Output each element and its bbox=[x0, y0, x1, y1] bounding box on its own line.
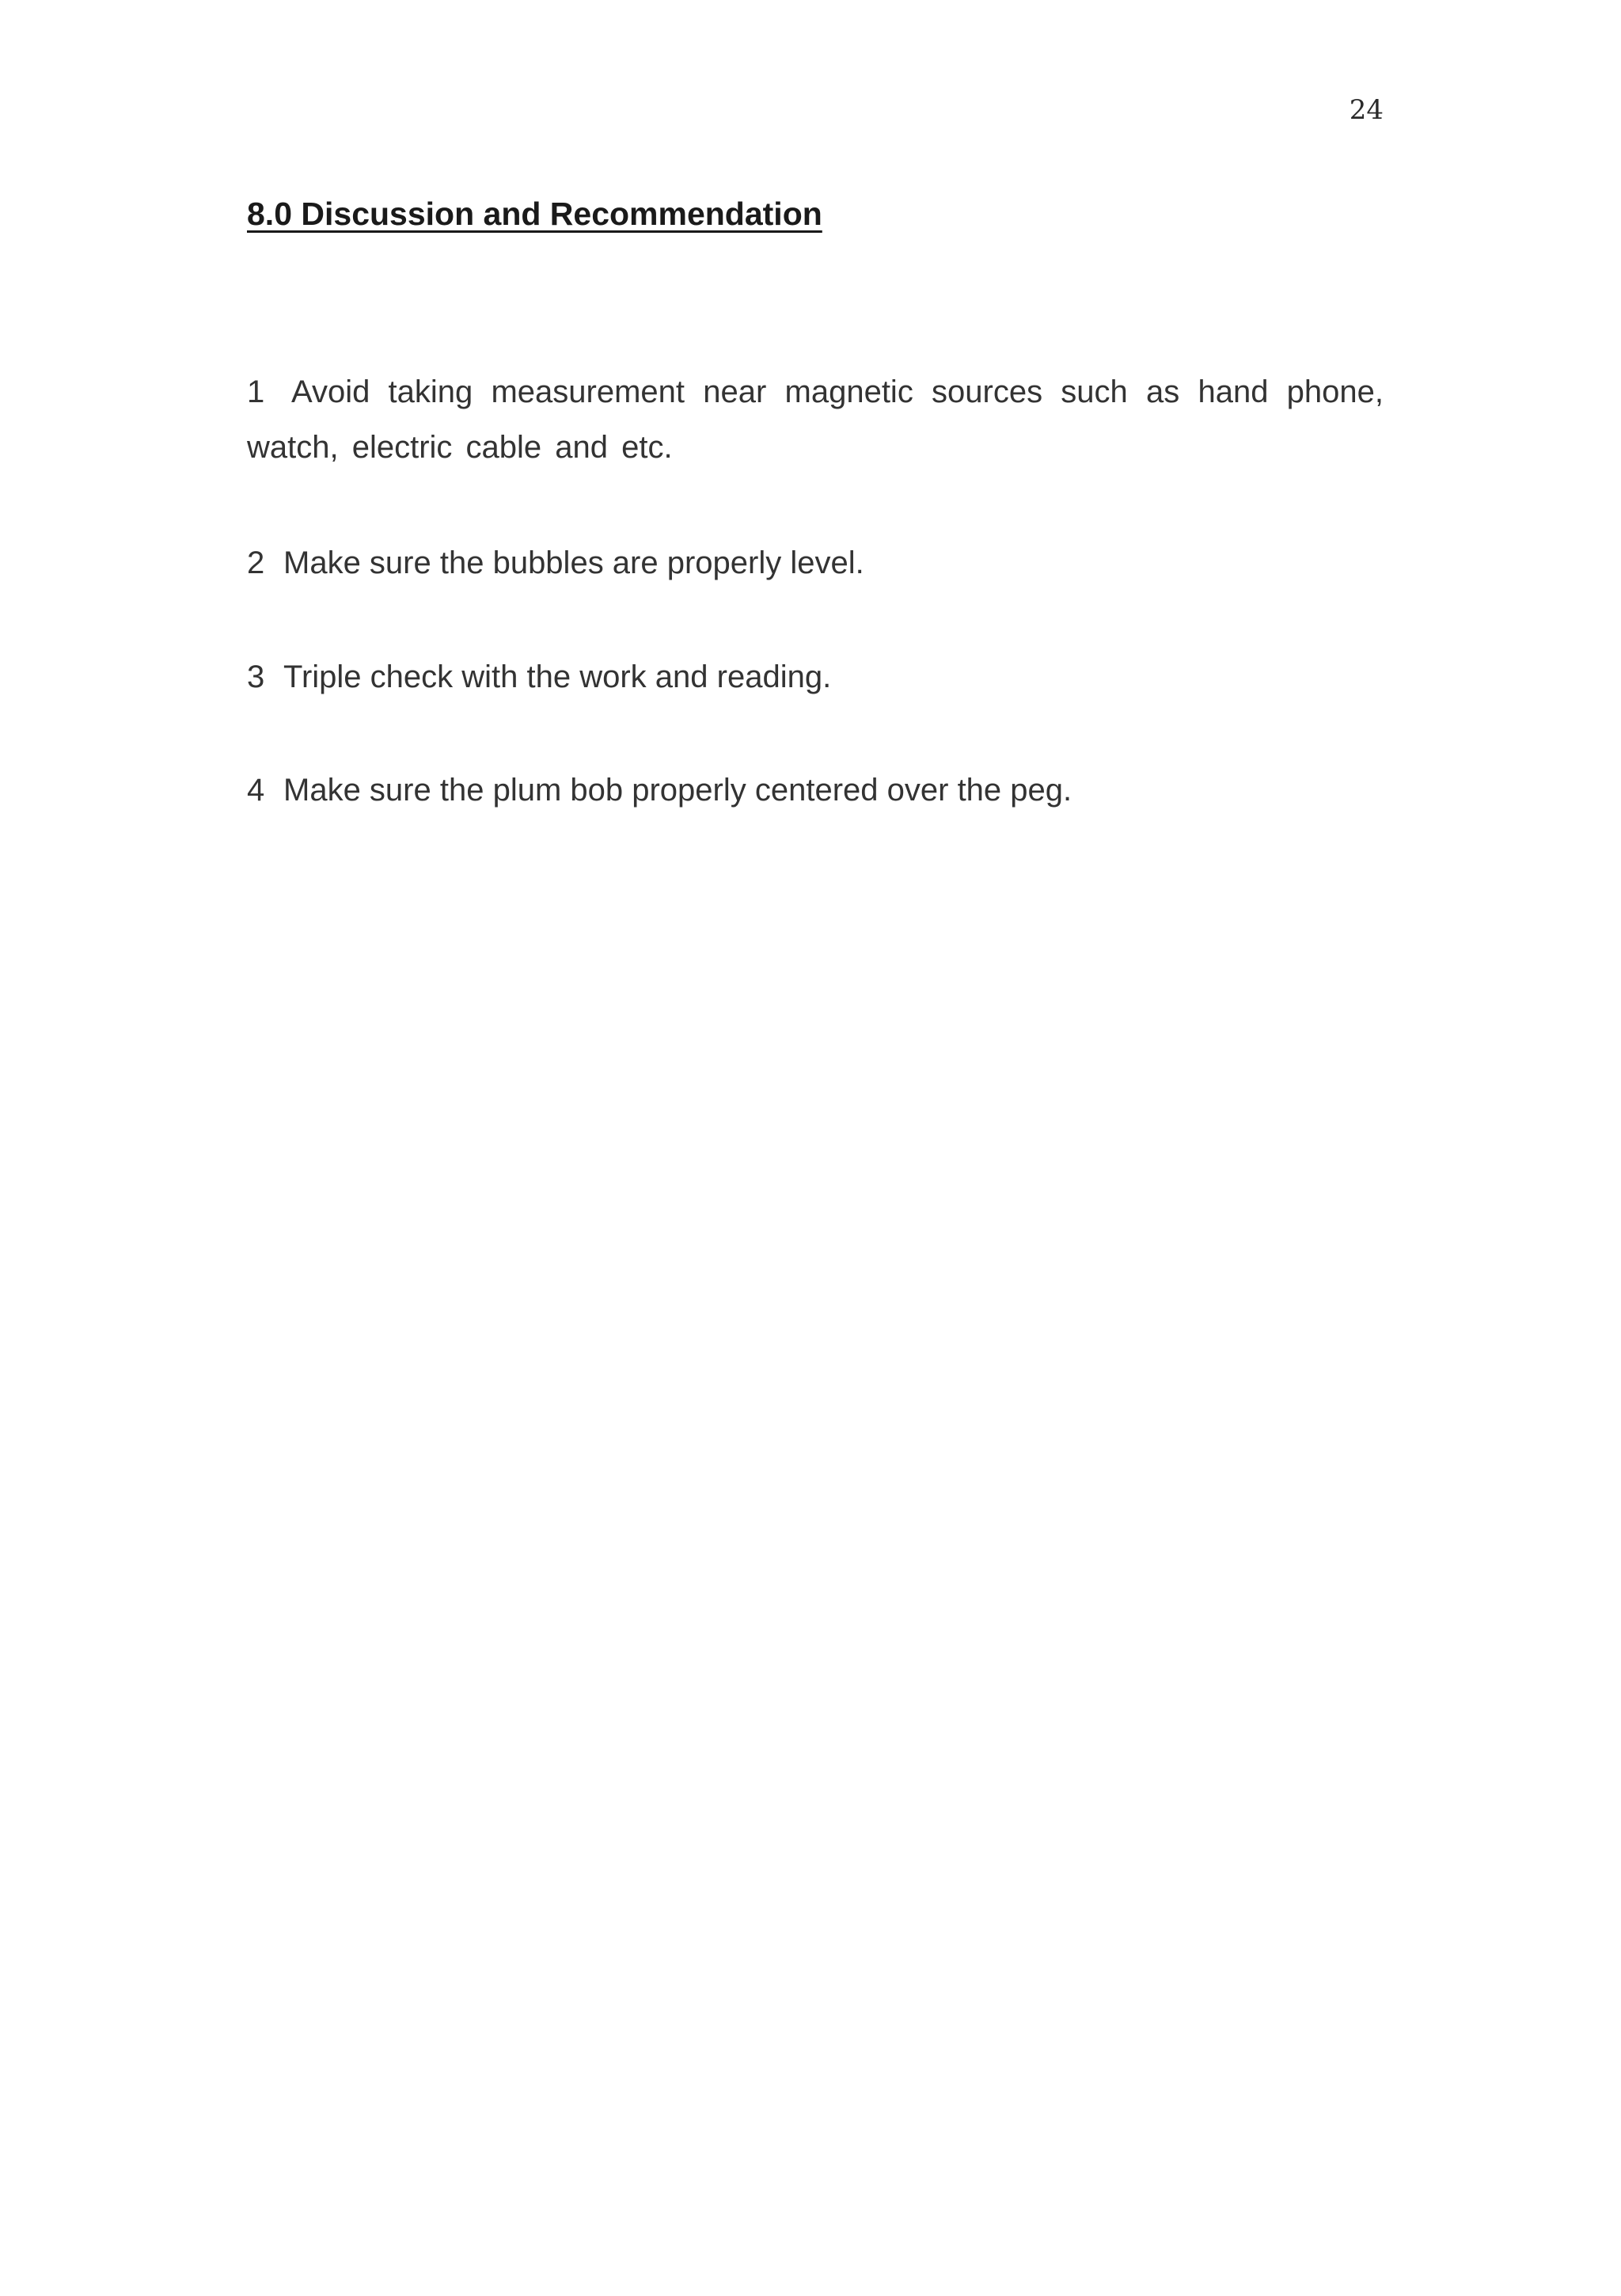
section-heading: 8.0 Discussion and Recommendation bbox=[247, 196, 822, 232]
recommendation-item bbox=[247, 649, 1384, 705]
recommendation-number: 1 bbox=[247, 374, 265, 409]
recommendation-text: Make sure the bubbles are properly level. bbox=[283, 545, 864, 580]
recommendation-text: Avoid taking measurement near magnetic sources such as hand phone, watch, electric cable and etc. bbox=[247, 374, 1384, 465]
recommendation-number: 3 bbox=[247, 660, 265, 694]
recommendation-item bbox=[247, 364, 1384, 475]
recommendation-number: 4 bbox=[247, 773, 265, 808]
recommendation-number: 2 bbox=[247, 545, 265, 580]
recommendation-text: Triple check with the work and reading. bbox=[283, 660, 832, 694]
recommendation-item bbox=[247, 535, 1384, 591]
page-number: 24 bbox=[1349, 94, 1384, 126]
recommendation-item bbox=[247, 762, 1384, 818]
recommendation-text: Make sure the plum bob properly centered over the peg. bbox=[283, 773, 1072, 808]
